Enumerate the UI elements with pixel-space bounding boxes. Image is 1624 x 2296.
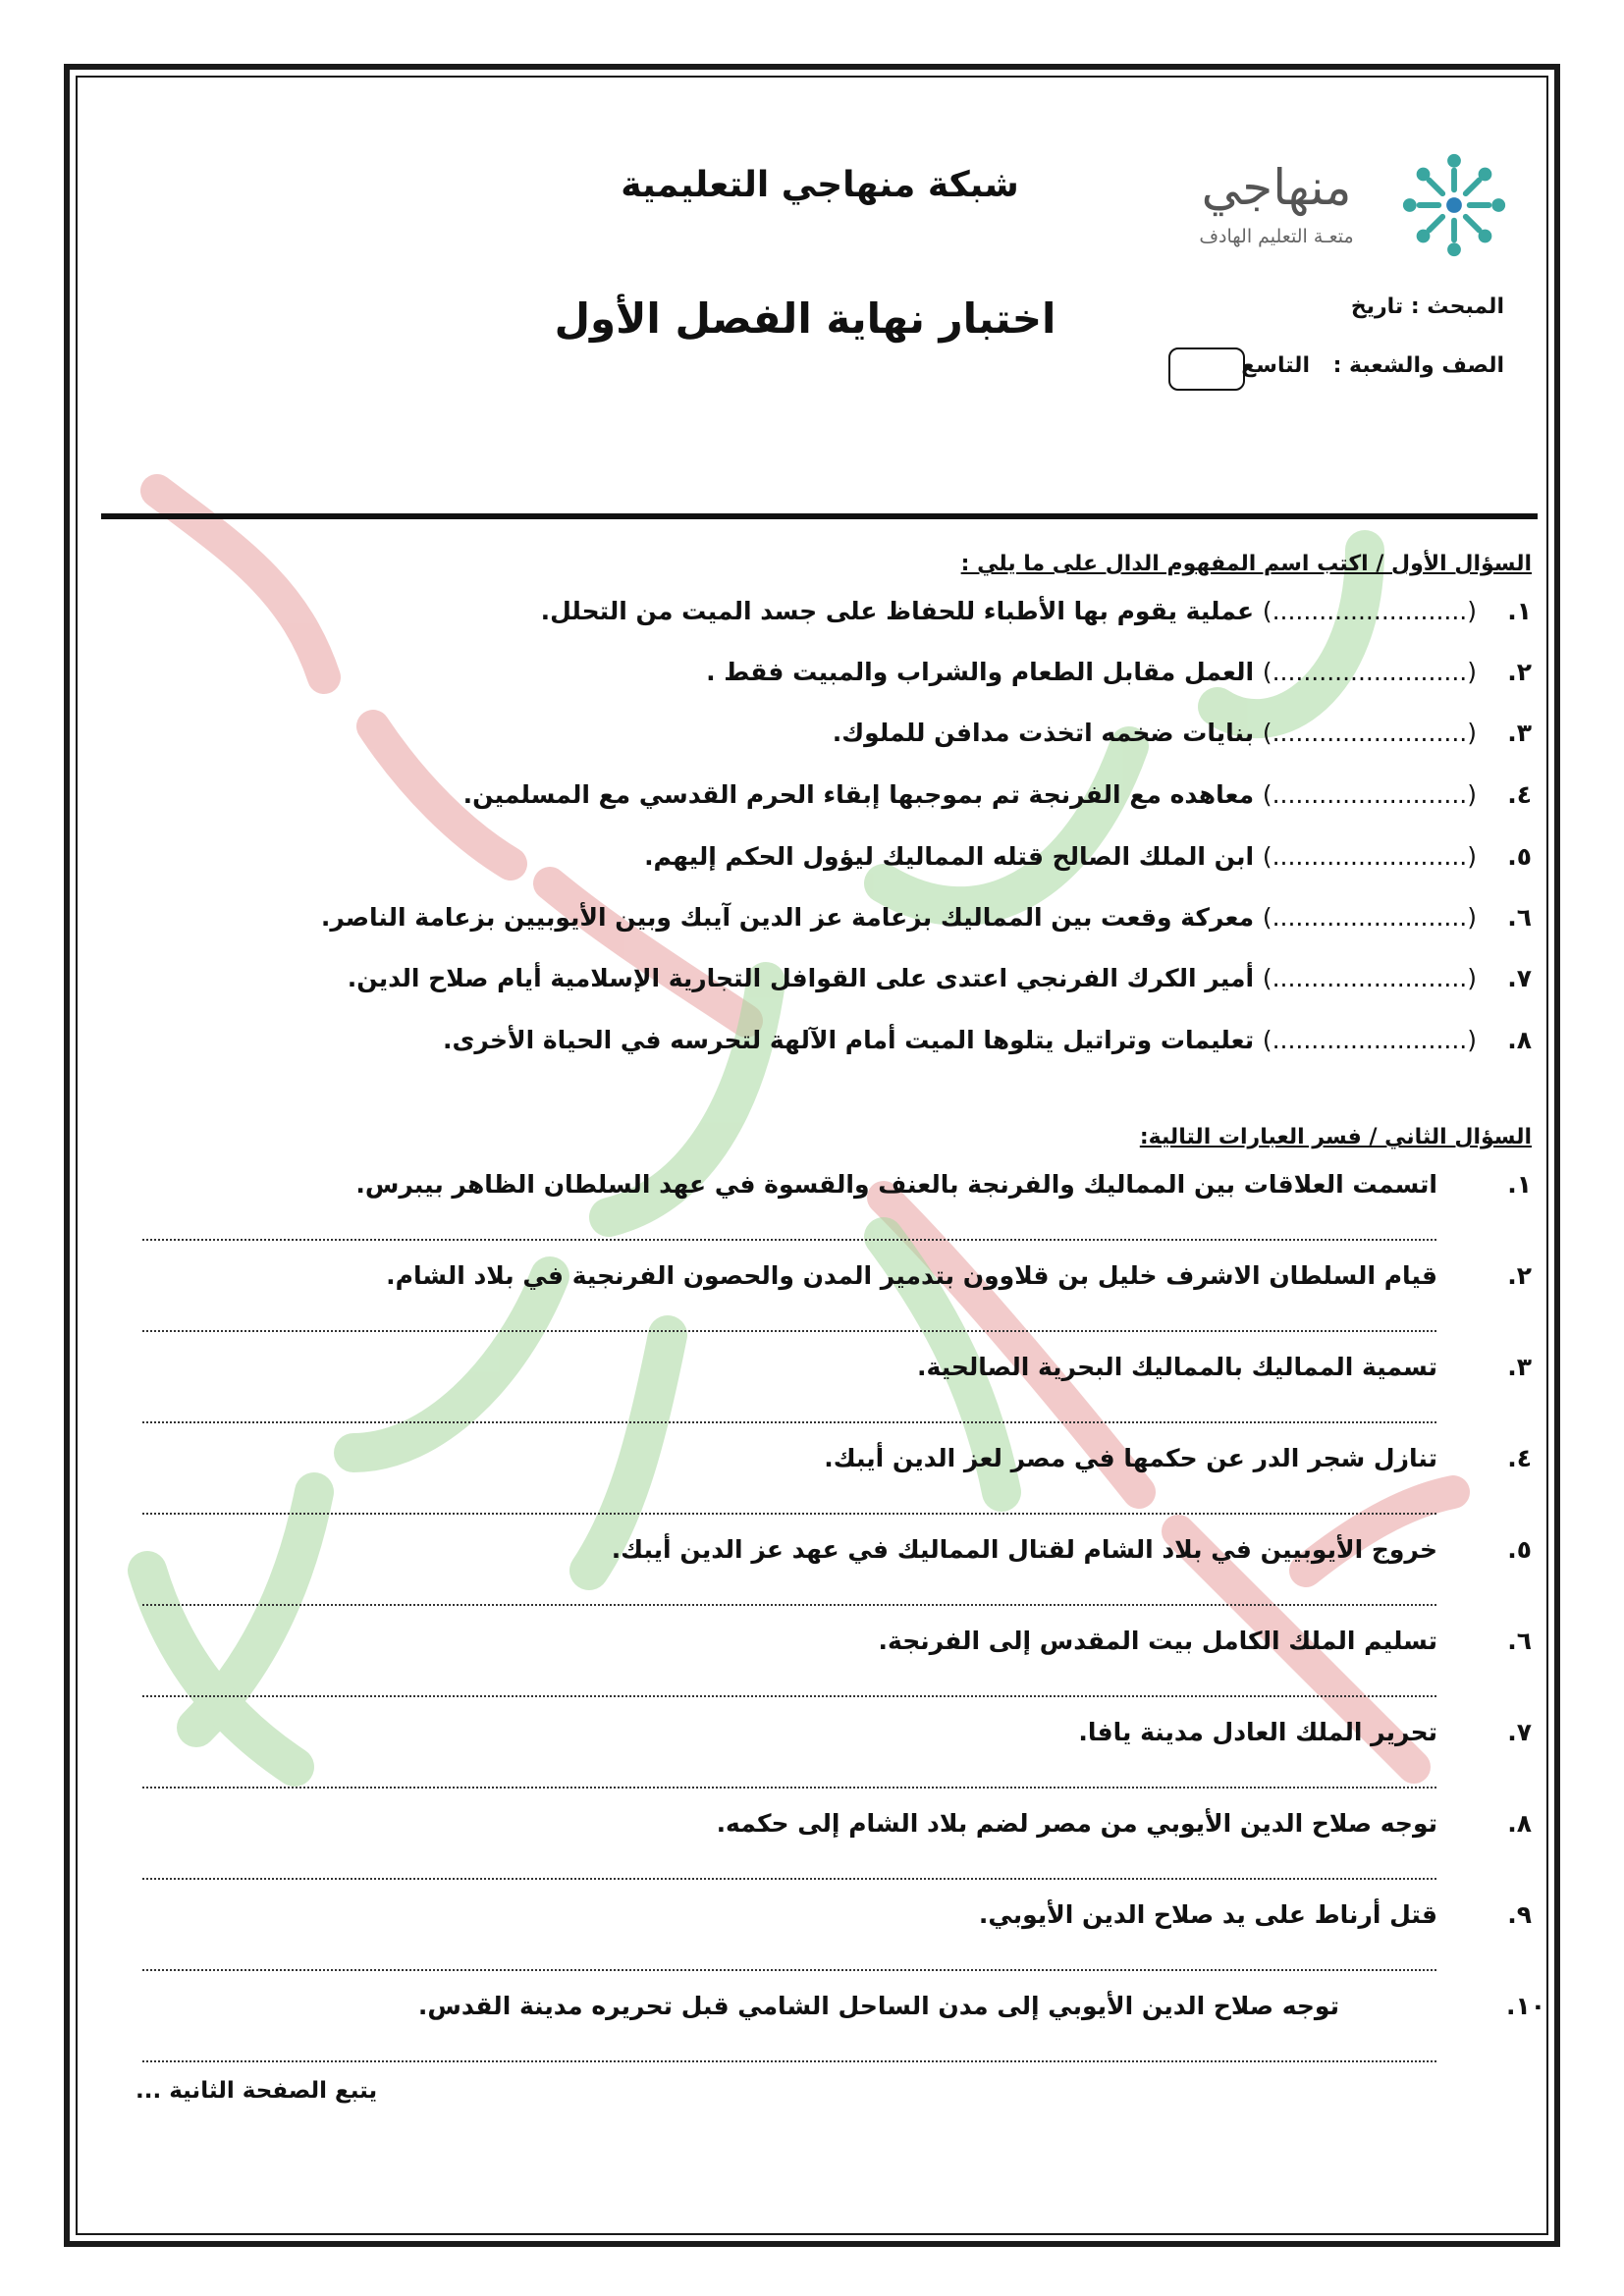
- answer-line[interactable]: [142, 1787, 1436, 1789]
- q2-item-text: توجه صلاح الدين الأيوبي إلى مدن الساحل الشامي قبل تحريره مدينة القدس.: [417, 1992, 1339, 2020]
- answer-blank[interactable]: (.........................): [1262, 842, 1477, 871]
- continue-note: يتبع الصفحة الثانية ...: [135, 2078, 378, 2104]
- class-label: الصف والشعبة :: [1332, 353, 1504, 378]
- answer-line[interactable]: [142, 1421, 1436, 1423]
- answer-line[interactable]: [142, 1695, 1436, 1697]
- q1-item-text: معاهده مع الفرنجة تم بموجبها إبقاء الحرم القدسي مع المسلمين.: [462, 780, 1255, 809]
- q1-item: [443, 1026, 1477, 1054]
- q1-item: [348, 964, 1477, 992]
- q2-item-number: ٢.: [1507, 1261, 1532, 1290]
- q2-item-number: ٩.: [1507, 1900, 1532, 1929]
- q2-item-text: تسليم الملك الكامل بيت المقدس إلى الفرنجة.: [878, 1627, 1437, 1655]
- q1-item-number: ٢.: [1507, 658, 1532, 686]
- q2-item-text: خروج الأيوبيين في بلاد الشام لقتال المماليك في عهد عز الدين أيبك.: [611, 1535, 1437, 1564]
- exam-title: اختبار نهاية الفصل الأول: [554, 294, 1056, 343]
- q2-item-text: تسمية المماليك بالمماليك البحرية الصالحية.: [917, 1353, 1437, 1381]
- logo-wordmark: منهاجي: [1201, 159, 1352, 216]
- q1-item-number: ٨.: [1507, 1026, 1532, 1054]
- q2-item-number: ٥.: [1507, 1535, 1532, 1564]
- q2-item-number: ٦.: [1507, 1627, 1532, 1655]
- answer-blank[interactable]: (.........................): [1262, 780, 1477, 809]
- q2-item-number: ٨.: [1507, 1809, 1532, 1838]
- class-value: التاسع: [1241, 353, 1310, 378]
- q2-item-number: ١.: [1507, 1170, 1532, 1199]
- answer-line[interactable]: [142, 1330, 1436, 1332]
- answer-line[interactable]: [142, 1239, 1436, 1241]
- section-input-box[interactable]: [1168, 347, 1245, 391]
- q2-item-text: قيام السلطان الاشرف خليل بن قلاوون بتدمير المدن والحصون الفرنجية في بلاد الشام.: [386, 1261, 1437, 1290]
- q2-item-number: ٤.: [1507, 1444, 1532, 1472]
- q1-item-text: ابن الملك الصالح قتله المماليك ليؤول الحكم إليهم.: [644, 842, 1255, 871]
- q1-item: [541, 597, 1477, 625]
- q1-item-text: بنايات ضخمه اتخذت مدافن للملوك.: [832, 719, 1255, 747]
- q1-item-number: ٥.: [1507, 842, 1532, 871]
- q1-item-number: ٧.: [1507, 964, 1532, 992]
- q2-item-number: ٧.: [1507, 1718, 1532, 1746]
- q2-item-text: اتسمت العلاقات بين المماليك والفرنجة بالعنف والقسوة في عهد السلطان الظاهر بيبرس.: [355, 1170, 1437, 1199]
- q1-item-text: عملية يقوم بها الأطباء للحفاظ على جسد الميت من التحلل.: [540, 597, 1255, 625]
- q2-item-text: تنازل شجر الدر عن حكمها في مصر لعز الدين أيبك.: [824, 1444, 1437, 1472]
- answer-line[interactable]: [142, 1604, 1436, 1606]
- q1-item: [463, 780, 1477, 809]
- answer-blank[interactable]: (.........................): [1262, 597, 1477, 625]
- answer-blank[interactable]: (.........................): [1262, 658, 1477, 686]
- q1-item-number: ٦.: [1507, 903, 1532, 932]
- manhaji-logo: [1178, 147, 1517, 270]
- q1-item-text: معركة وقعت بين المماليك بزعامة عز الدين آيبك وبين الأيوبيين بزعامة الناصر.: [320, 903, 1255, 932]
- answer-line[interactable]: [142, 1969, 1436, 1971]
- q1-item: [706, 658, 1477, 686]
- q2-item-text: قتل أرناط على يد صلاح الدين الأيوبي.: [978, 1900, 1437, 1929]
- q2-item-number: ١٠.: [1505, 1992, 1545, 2020]
- subject-line: المبحث : تاريخ: [1350, 294, 1504, 319]
- q1-item: [644, 842, 1477, 871]
- q1-item: [833, 719, 1477, 747]
- q1-item: [321, 903, 1477, 932]
- answer-blank[interactable]: (.........................): [1262, 903, 1477, 932]
- answer-blank[interactable]: (.........................): [1262, 719, 1477, 747]
- q1-item-number: ١.: [1507, 597, 1532, 625]
- answer-line[interactable]: [142, 1513, 1436, 1515]
- q1-item-text: أمير الكرك الفرنجي اعتدى على القوافل التجارية الإسلامية أيام صلاح الدين.: [347, 964, 1255, 992]
- logo-people-circle-icon: [1396, 147, 1512, 263]
- answer-line[interactable]: [142, 1878, 1436, 1880]
- network-title: شبكة منهاجي التعليمية: [621, 165, 1019, 205]
- q1-item-number: ٤.: [1507, 780, 1532, 809]
- question1-heading: السؤال الأول / اكتب اسم المفهوم الدال على ما يلي :: [960, 552, 1532, 576]
- q2-item-text: تحرير الملك العادل مدينة يافا.: [1078, 1718, 1437, 1746]
- logo-tagline: متعـة التعليم الهادف: [1199, 226, 1354, 247]
- answer-line[interactable]: [142, 2060, 1436, 2062]
- q2-item-number: ٣.: [1507, 1353, 1532, 1381]
- q2-item-text: توجه صلاح الدين الأيوبي من مصر لضم بلاد الشام إلى حكمه.: [716, 1809, 1437, 1838]
- question2-heading: السؤال الثاني / فسر العبارات التالية:: [1139, 1125, 1532, 1149]
- q1-item-text: تعليمات وتراتيل يتلوها الميت أمام الآلهة لتحرسه في الحياة الأخرى.: [442, 1026, 1255, 1054]
- q1-item-text: العمل مقابل الطعام والشراب والمبيت فقط .: [706, 658, 1255, 686]
- answer-blank[interactable]: (.........................): [1262, 964, 1477, 992]
- header-divider: [101, 513, 1538, 519]
- answer-blank[interactable]: (.........................): [1262, 1026, 1477, 1054]
- q1-item-number: ٣.: [1507, 719, 1532, 747]
